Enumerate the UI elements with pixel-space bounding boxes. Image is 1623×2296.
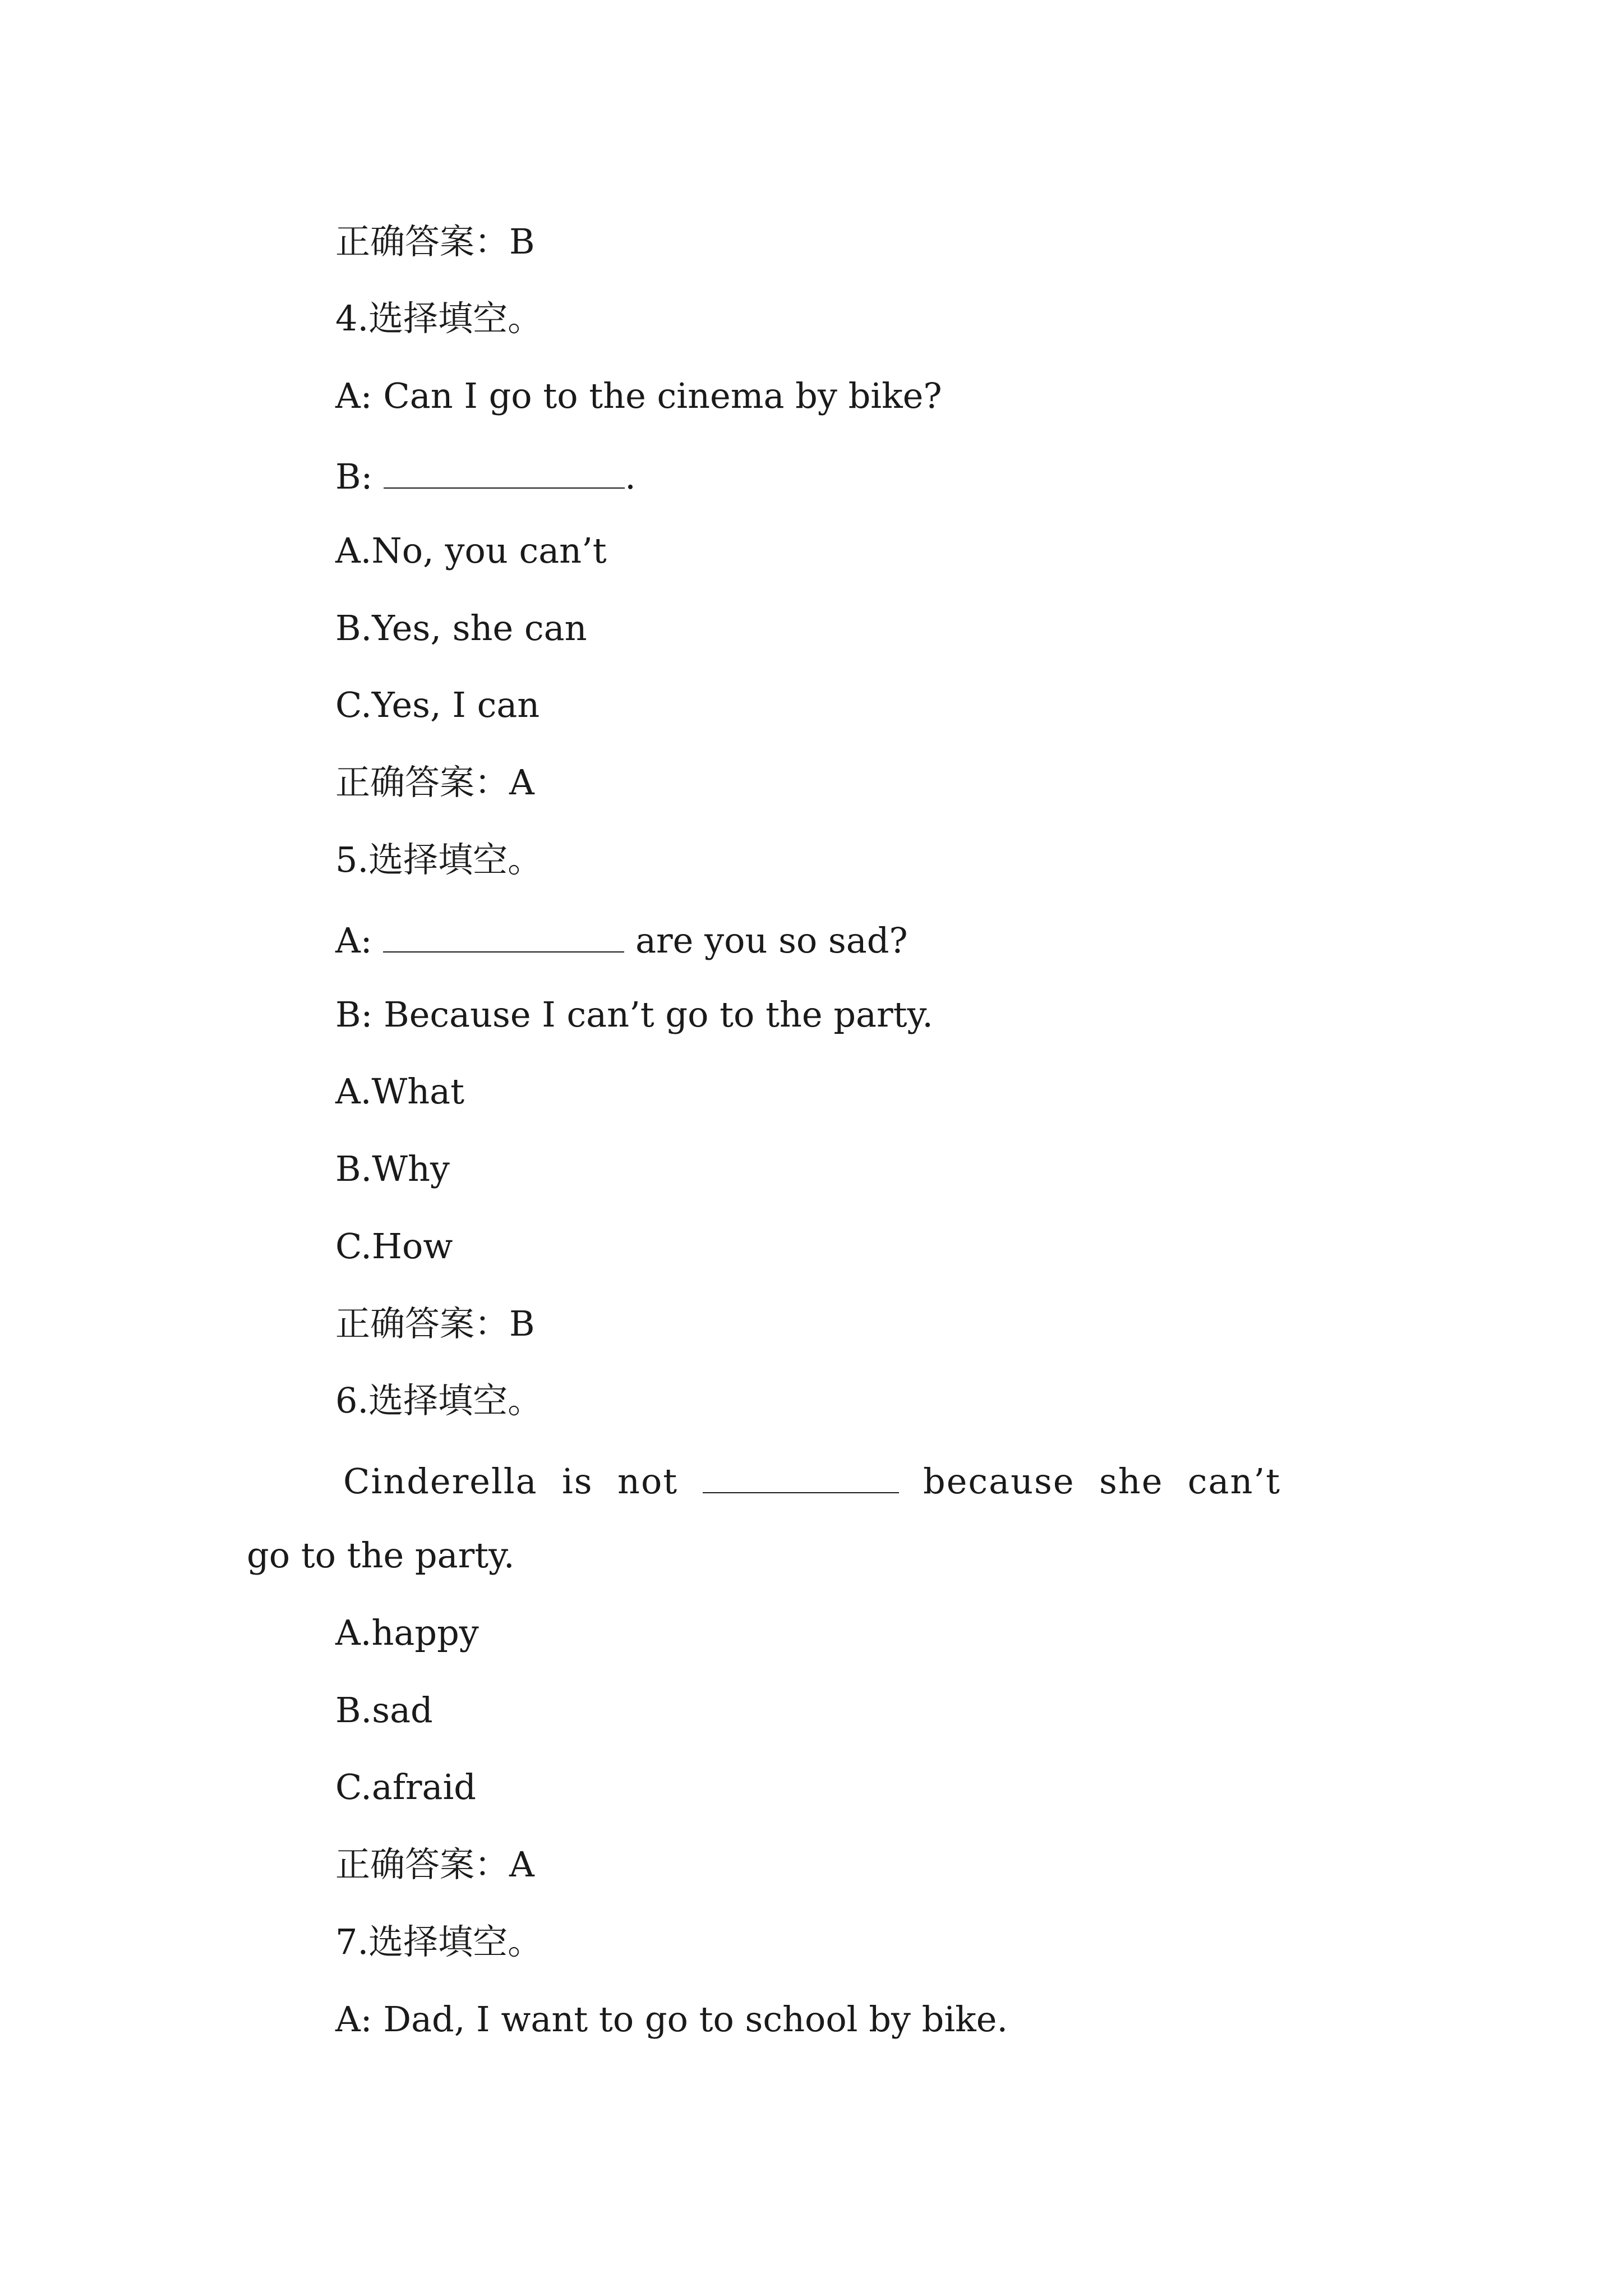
q5-option-b: B.Why [335,1148,450,1189]
q6-answer: 正确答案：A [335,1844,534,1885]
q5-option-c: C.How [335,1226,453,1267]
q4-line-b [335,455,636,497]
q6-answer-blank [703,1461,899,1493]
q6-option-b: B.sad [335,1690,433,1731]
q5-line-a-suffix: are you so sad? [624,919,908,961]
q5-option-a: A.What [335,1071,465,1112]
q7-line-a: A: Dad, I want to go to school by bike. [335,1999,1008,2040]
q4-answer-blank [384,456,625,489]
q5-answer: 正确答案：B [335,1303,535,1344]
q5-line-a-prefix: A: [335,919,384,961]
q5-line-a [335,919,908,961]
q5-line-b: B: Because I can’t go to the party. [335,994,934,1035]
q4-line-b-suffix: . [625,455,636,497]
q6-sentence-part2: because she can’t [898,1460,1281,1502]
q5-answer-blank [383,920,624,953]
q3-answer: 正确答案：B [335,221,535,262]
q5-heading: 5.选择填空。 [335,839,543,880]
q6-sentence-line1 [343,1460,1281,1502]
q4-option-a: A.No, you can’t [335,530,607,571]
q6-heading: 6.选择填空。 [335,1380,543,1421]
q4-heading: 4.选择填空。 [335,298,543,339]
q6-option-a: A.happy [335,1612,479,1653]
q4-option-c: C.Yes, I can [335,684,540,725]
q6-option-c: C.afraid [335,1766,476,1807]
q4-line-a: A: Can I go to the cinema by bike? [335,375,942,416]
q4-option-b: B.Yes, she can [335,608,587,648]
q7-heading: 7.选择填空。 [335,1921,543,1962]
q4-answer: 正确答案：A [335,762,534,803]
q6-sentence-part1: Cinderella is not [343,1460,703,1502]
q4-line-b-prefix: B: [335,455,384,497]
q6-sentence-line2: go to the party. [247,1535,515,1576]
